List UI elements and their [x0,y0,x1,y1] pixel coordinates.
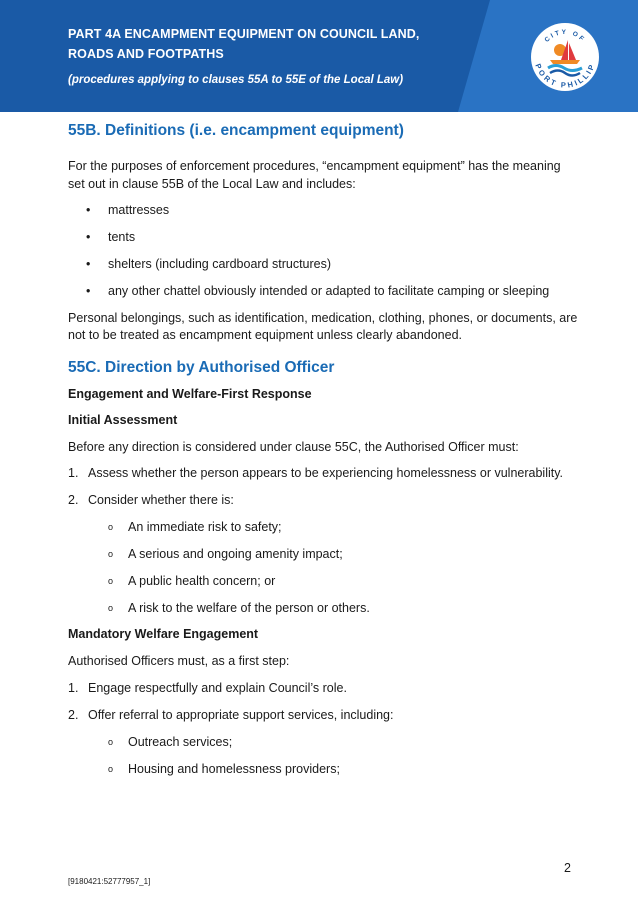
definitions-intro: For the purposes of enforcement procedures, “encampment equipment” has the meaning set out in clause 55B of the Local Law and includes: [68,159,561,191]
circle-marker: o [108,521,114,532]
list-item: 2. Offer referral to appropriate support services, including: [68,708,394,722]
circle-marker: o [108,764,114,774]
logo-text-top: CITY OF [543,28,587,44]
bullet-marker: • [86,203,91,217]
bullet-marker: • [86,257,91,271]
list-item: 2. Consider whether there is: [68,492,234,507]
list-item: o Housing and homelessness providers; [68,761,578,779]
document-body [68,122,578,779]
list-item: • shelters (including cardboard structures) [68,256,578,274]
circle-marker: o [108,548,114,559]
list-item: o A risk to the welfare of the person or others. [68,600,578,618]
assessment-intro: Before any direction is considered under clause 55C, the Authorised Officer must: [68,439,519,454]
page-number: 2 [564,861,571,875]
list-item: 1. Assess whether the person appears to be experiencing homelessness or vulnerability. [68,466,564,480]
header-subtitle: (procedures applying to clauses 55A to 55E of the Local Law) [68,74,404,86]
document-header [0,0,638,112]
personal-belongings-note: Personal belongings, such as identification, medication, clothing, phones, or documents, are not to be treated as encampment equipment unless clearly abandoned. [68,310,578,342]
list-item: • mattresses [68,202,578,220]
subheading-engagement: Engagement and Welfare-First Response [68,386,312,401]
list-item: 1. Engage respectfully and explain Council’s role. [68,681,347,695]
circle-marker: o [108,737,114,747]
list-item: • tents [68,229,578,247]
list-item: o A public health concern; or [68,573,578,591]
document-reference: [9180421:52777957_1] [68,877,151,886]
subheading-initial-assessment: Initial Assessment [68,413,178,427]
assessment-steps [68,465,578,509]
circle-marker: o [108,575,114,586]
welfare-intro: Authorised Officers must, as a first step: [68,654,290,668]
header-title: PART 4A ENCAMPMENT EQUIPMENT ON COUNCIL LAND, ROADS AND FOOTPATHS [68,27,420,61]
list-item: • any other chattel obviously intended or adapted to facilitate camping or sleeping [68,283,578,301]
list-item: o An immediate risk to safety; [68,519,578,537]
services-list [68,734,578,779]
circle-marker: o [108,602,114,613]
welfare-steps [68,680,578,725]
risk-list [68,519,578,618]
bullet-marker: • [86,230,91,244]
list-item: o A serious and ongoing amenity impact; [68,546,578,564]
city-of-port-phillip-logo [530,22,600,92]
bullet-marker: • [86,284,91,298]
section-heading-55c: 55C. Direction by Authorised Officer [68,358,335,376]
subheading-mandatory-welfare: Mandatory Welfare Engagement [68,627,259,641]
logo-text-bottom: PORT PHILLIP [533,62,597,90]
section-heading-55b: 55B. Definitions (i.e. encampment equipment) [68,122,404,139]
list-item: o Outreach services; [68,734,578,752]
encampment-equipment-list [68,202,578,301]
